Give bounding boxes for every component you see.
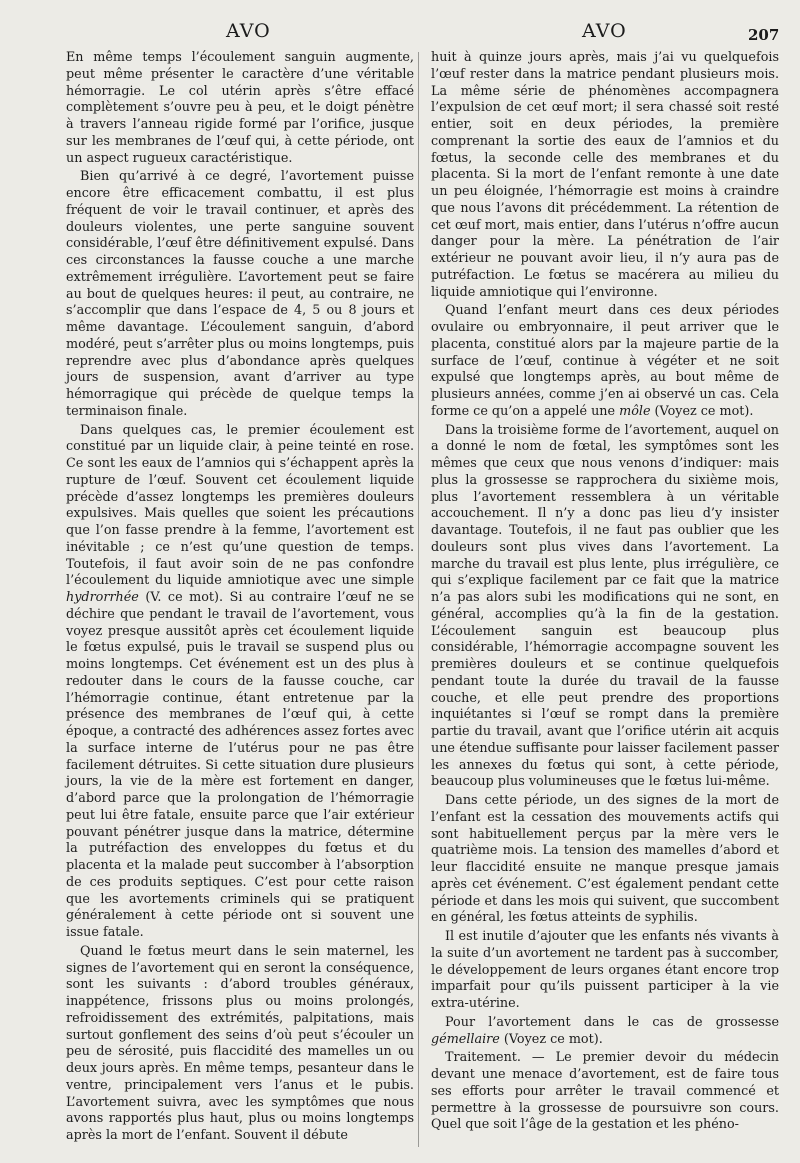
page-number: 207 xyxy=(748,26,780,44)
paragraph: Dans cette période, un des signes de la mort de l’enfant est la cessation des mouvements actifs qui sont habituellement perçus par la mère vers le quatrième mois. La tension des mamelles d’abord et leur flaccidité ensuite ne manque presque jamais après cet événement. C’est également pendant cette période et dans les mois qui suivent, que succombent en général, les fœtus atteints de syphilis. xyxy=(431,793,779,926)
left-column xyxy=(66,50,414,1147)
paragraph: En même temps l’écoulement sanguin augmente, peut même présenter le caractère d’une véritable hémorragie. Le col utérin après s’être effacé complètement s’ouvre peu à peu, et le doigt pénètre à travers l’anneau rigide formé par l’orifice, jusque sur les membranes de l’œuf qui, à cette période, ont un aspect rugueux caractéristique. xyxy=(66,50,414,166)
column-divider xyxy=(418,52,419,1147)
paragraph: Il est inutile d’ajouter que les enfants nés vivants à la suite d’un avortement ne tardent pas à succomber, le développement de leurs organes étant encore trop imparfait pour qu’ils puissent participer à la vie extra-utérine. xyxy=(431,929,779,1011)
paragraph: Dans quelques cas, le premier écoulement est constitué par un liquide clair, à peine teinté en rose. Ce sont les eaux de l’amnios qui s’échappent après la rupture de l’œuf. Souvent cet écoulement liquide précède d’assez longtemps les premières douleurs expulsives. Mais quelles que soient les précautions que l’on fasse prendre à la femme, l’avortement est inévitable ; ce n’est qu’une question de temps. Toutefois, il faut avoir soin de ne pas confondre l’écoulement du liquide amniotique avec une simple hydrorrhée (V. ce mot). Si au contraire l’œuf ne se déchire que pendant le travail de l’avortement, vous voyez presque aussitôt après cet écoulement liquide le fœtus expulsé, puis le travail se suspend plus ou moins longtemps. Cet événement est un des plus à redouter dans le cours de la fausse couche, car l’hémorragie continue, étant entretenue par la présence des membranes de l’œuf qui, à cette époque, a contracté des adhérences assez fortes avec la surface interne de l’utérus pour ne pas être facilement détruites. Si cette situation dure plusieurs jours, la vie de la mère est fortement en danger, d’abord parce que la prolongation de l’hémorragie peut lui être fatale, ensuite parce que l’air extérieur pouvant pénétrer jusque dans la matrice, détermine la putréfaction des enveloppes du fœtus et du placenta et la malade peut succomber à l’absorption de ces produits septiques. C’est pour cette raison que les avortements criminels qui se pratiquent généralement à cette période ont si souvent une issue fatale. xyxy=(66,422,414,940)
paragraph: Quand le fœtus meurt dans le sein maternel, les signes de l’avortement qui en seront la conséquence, sont les suivants : d’abord troubles généraux, inappétence, frissons plus ou moins prolongés, refroidissement des extrémités, palpitations, mais surtout gonflement des seins d’où peut s’écouler un peu de sérosité, puis flaccidité des mamelles un ou deux jours après. En même temps, pesanteur dans le ventre, principalement vers l’anus et le pubis. L’avortement suivra, avec les symptômes que nous avons rapportés plus haut, plus ou moins longtemps après la mort de l’enfant. Souvent il débute xyxy=(66,943,414,1143)
paragraph: Bien qu’arrivé à ce degré, l’avortement puisse encore être efficacement combattu, il est plus fréquent de voir le travail continuer, et après des douleurs violentes, une perte sanguine souvent considérable, l’œuf être définitivement expulsé. Dans ces circonstances la fausse couche a une marche extrêmement irrégulière. L’avortement peut se faire au bout de quelques heures: il peut, au contraire, ne s’accomplir que dans l’espace de 4, 5 ou 8 jours et même davantage. L’écoulement sanguin, d’abord modéré, peut s’arrêter plus ou moins longtemps, puis reprendre avec plus d’abondance après quelques jours de suspension, avant d’arriver au type hémorragique qui précède de quelque temps la terminaison finale. xyxy=(66,169,414,419)
paragraph: Traitement. — Le premier devoir du médecin devant une menace d’avortement, est de faire tous ses efforts pour arrêter le travail commencé et permettre à la grossesse de poursuivre son cours. Quel que soit l’âge de la gestation et les phéno- xyxy=(431,1050,779,1133)
emphasis-term: hydrorrhée xyxy=(66,590,139,605)
left-running-title: AVO xyxy=(226,20,271,42)
emphasis-term: môle xyxy=(619,403,651,419)
paragraph: Quand l’enfant meurt dans ces deux périodes ovulaire ou embryonnaire, il peut arriver que le placenta, constitué alors par la majeure partie de la surface de l’œuf, continue à végéter et ne soit expulsé que longtemps après, au bout même de plusieurs années, comme j’en ai observé un cas. Cela forme ce qu’on a appelé une môle (Voyez ce mot). xyxy=(431,303,779,419)
emphasis-term: gémellaire xyxy=(431,1031,500,1047)
paragraph: Pour l’avortement dans le cas de grossesse gémellaire (Voyez ce mot). xyxy=(431,1014,779,1047)
right-running-title: AVO xyxy=(582,20,627,42)
right-column xyxy=(431,50,779,1136)
running-header xyxy=(0,18,800,48)
paragraph: huit à quinze jours après, mais j’ai vu quelquefois l’œuf rester dans la matrice pendant plusieurs mois. La même série de phénomènes accompagnera l’expulsion de cet œuf mort; il sera chassé soit resté entier, soit en deux périodes, la première comprenant la sortie des eaux de l’amnios et du fœtus, la seconde celle des membranes et du placenta. Si la mort de l’enfant remonte à une date un peu éloignée, l’hémorragie est moins à craindre que nous l’avons dit précédemment. La rétention de cet œuf mort, mais entier, dans l’utérus n’offre aucun danger pour la mère. La pénétration de l’air extérieur ne pouvant avoir lieu, il n’y aura pas de putréfaction. Le fœtus se macérera au milieu du liquide amniotique qui l’environne. xyxy=(431,50,779,300)
paragraph: Dans la troisième forme de l’avortement, auquel on a donné le nom de fœtal, les symptômes sont les mêmes que ceux que nous venons d’indiquer: mais plus la grossesse se rapprochera du sixième mois, plus l’avortement ressemblera à un véritable accouchement. Il n’y a donc pas lieu d’y insister davantage. Toutefois, il ne faut pas oublier que les douleurs sont plus vives dans l’avortement. La marche du travail est plus lente, plus irrégulière, ce qui s’explique facilement par ce fait que la matrice n’a pas alors subi les modifications qui ne sont, en général, accomplies qu’à la fin de la gestation. L’écoulement sanguin est beaucoup plus considérable, l’hémorragie accompagne souvent les premières douleurs et se continue quelquefois pendant toute la durée du travail de la fausse couche, et elle peut prendre des proportions inquiétantes si l’œuf se rompt dans la première partie du travail, avant que l’orifice utérin ait acquis une étendue suffisante pour laisser facilement passer les annexes du fœtus qui sont, à cette période, beaucoup plus volumineuses que le fœtus lui-même. xyxy=(431,422,779,790)
